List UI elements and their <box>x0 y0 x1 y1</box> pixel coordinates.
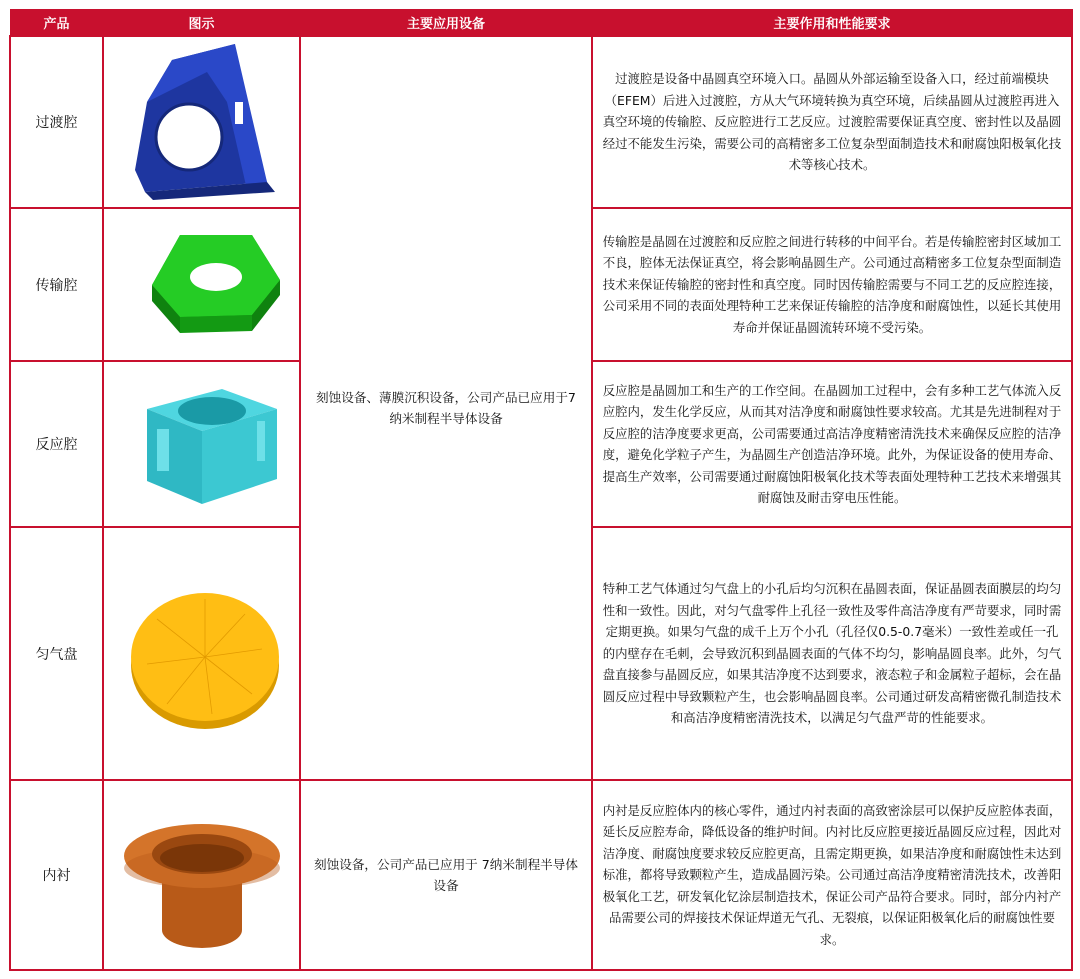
product-name: 过渡腔 <box>10 36 103 208</box>
header-illustration: 图示 <box>103 10 300 37</box>
product-name: 传输腔 <box>10 208 103 361</box>
device-cell: 刻蚀设备，公司产品已应用于 7纳米制程半导体设备 <box>300 780 592 970</box>
requirement-text: 内衬是反应腔体内的核心零件，通过内衬表面的高致密涂层可以保护反应腔体表面，延长反应腔寿命，降低设备的维护时间。内衬比反应腔更接近晶圆反应过程，因此对洁净度、耐腐蚀度要求较反应腔更高，且需定期更换，如果洁净度和耐腐蚀性未达到标准，都将导致颗粒产生，造成晶圆污染。公司通过高洁净度精密清洗技术，改善阳极氧化工艺，研发氧化钇涂层制造技术，保证公司产品符合要求。同时，部分内衬产品需要公司的焊接技术保证焊道无气孔、无裂痕，以保证阳极氧化后的耐腐蚀性要求。 <box>592 780 1072 970</box>
header-row <box>10 10 1072 37</box>
table-row <box>10 780 1072 970</box>
gas-distribution-plate-image <box>103 527 300 780</box>
transition-chamber-image <box>103 36 300 208</box>
requirement-text: 过渡腔是设备中晶圆真空环境入口。晶圆从外部运输至设备入口，经过前端模块（EFEM）后进入过渡腔，方从大气环境转换为真空环境，后续晶圆从过渡腔再进入真空环境的传输腔、反应腔进行工艺反应。过渡腔需要保证真空度、密封性以及晶圆经过不能发生污染，需要公司的高精密多工位复杂型面制造技术和耐腐蚀阳极氧化技术等核心技术。 <box>592 36 1072 208</box>
product-table <box>9 9 1073 971</box>
table-row <box>10 36 1072 208</box>
product-name: 反应腔 <box>10 361 103 527</box>
requirement-text: 反应腔是晶圆加工和生产的工作空间。在晶圆加工过程中，会有多种工艺气体流入反应腔内，发生化学反应，从而其对洁净度和耐腐蚀性要求较高。尤其是先进制程对于反应腔的洁净度要求更高，公司需要通过高洁净度精密清洗技术来确保反应腔的洁净度，避免化学粒子产生，为晶圆生产创造洁净环境。此外，为保证设备的使用寿命、提高生产效率，公司需要通过耐腐蚀阳极氧化技术等表面处理特种工艺技术来增强其耐腐蚀及耐击穿电压性能。 <box>592 361 1072 527</box>
requirement-text: 传输腔是晶圆在过渡腔和反应腔之间进行转移的中间平台。若是传输腔密封区域加工不良，腔体无法保证真空，将会影响晶圆生产。公司通过高精密多工位复杂型面制造技术来保证传输腔的密封性和真空度。同时因传输腔需要与不同工艺的反应腔连接，公司采用不同的表面处理特种工艺来保证传输腔的洁净度和耐腐蚀性，以延长其使用寿命并保证晶圆流转环境不受污染。 <box>592 208 1072 361</box>
product-name: 匀气盘 <box>10 527 103 780</box>
header-product: 产品 <box>10 10 103 37</box>
header-device: 主要应用设备 <box>300 10 592 37</box>
header-requirements: 主要作用和性能要求 <box>592 10 1072 37</box>
device-cell: 刻蚀设备、薄膜沉积设备，公司产品已应用于7纳米制程半导体设备 <box>300 36 592 780</box>
requirement-text: 特种工艺气体通过匀气盘上的小孔后均匀沉积在晶圆表面，保证晶圆表面膜层的均匀性和一致性。因此，对匀气盘零件上孔径一致性及零件高洁净度有严苛要求，同时需定期更换。如果匀气盘的成千上万个小孔（孔径仅0.5-0.7毫米）一致性差或任一孔的内壁存在毛刺，会导致沉积到晶圆表面的气体不均匀，影响晶圆良率。此外，匀气盘直接参与晶圆反应，如果其洁净度不达到要求，液态粒子和金属粒子超标，会在晶圆反应过程中导致颗粒产生，也会影响晶圆良率。公司通过研发高精密微孔制造技术和高洁净度精密清洗技术，以满足匀气盘严苛的性能要求。 <box>592 527 1072 780</box>
product-name: 内衬 <box>10 780 103 970</box>
reaction-chamber-image <box>103 361 300 527</box>
transfer-chamber-image <box>103 208 300 361</box>
liner-image <box>103 780 300 970</box>
